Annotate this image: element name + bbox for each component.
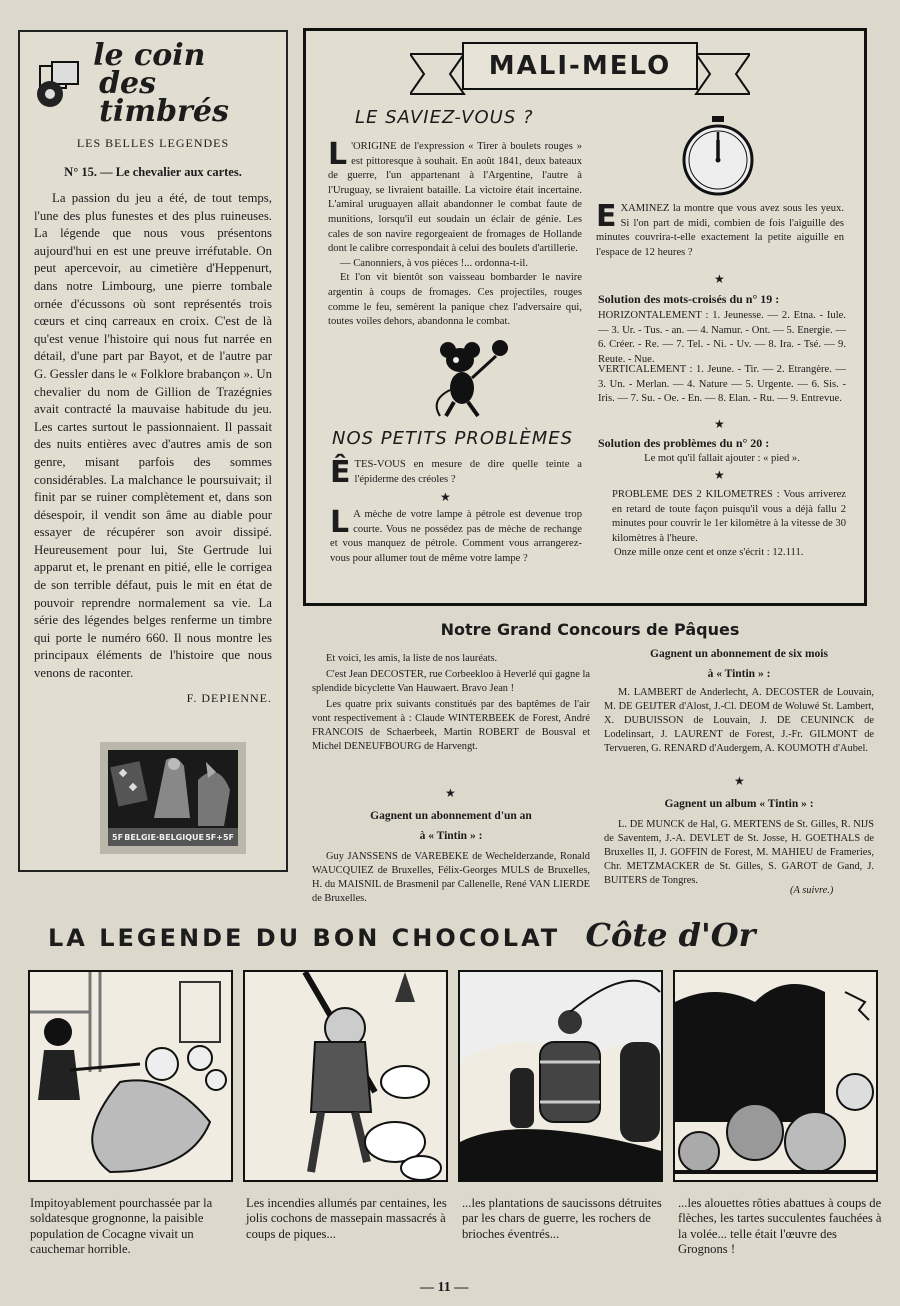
star-divider: ★	[734, 774, 745, 788]
comic-caption-3: ...les plantations de saucissons détruites par les chars de guerre, les rochers de brioches éventrés...	[462, 1196, 662, 1241]
barrel-tank-illustration-icon	[460, 972, 663, 1182]
stamp-value-left: 5F	[112, 832, 124, 842]
six-month-heading-2: à « Tintin » :	[707, 668, 771, 680]
stamp-subtitle: LES BELLES LEGENDES	[76, 136, 230, 150]
probleme-2-text: A mèche de votre lampe à pétrole est devenue trop courte. Vous ne possédez pas de mèche de rechange et vous manquez de pétrole. Comment vous arrangerez-vous pour allumer tout de même votre lampe ?	[330, 509, 582, 564]
belgian-stamp-image	[100, 742, 246, 854]
story-author: F. DEPIENNE.	[186, 690, 272, 705]
concours-title: Notre Grand Concours de Pâques	[440, 620, 740, 639]
clock-problem	[596, 199, 844, 260]
six-month-heading-1: Gagnent un abonnement de six mois	[650, 648, 828, 660]
clock-problem-text: XAMINEZ la montre que vous avez sous les yeux. Si l'on part de midi, combien de fois l'aiguille des minutes couvrira-t-elle exactement la petite aiguille en l'espace de 12 heures ?	[596, 203, 844, 258]
number-problem: Onze mille onze cent et onze s'écrit : 12.111.	[614, 547, 804, 558]
one-year-winners: Guy JANSSENS de VAREBEKE de Wechelderzande, Ronald WAUCQUIEZ de Bruxelles, Félix-Georges MULS de Bruxelles, H. du MAISNIL de Brasmenil par Callenelle, René VAN LIERDE de Bruxelles.	[312, 851, 590, 904]
comic-panel-4	[673, 970, 878, 1182]
comic-panel-3	[458, 970, 663, 1182]
comic-panel-2	[243, 970, 448, 1182]
pocket-watch-icon	[678, 114, 758, 196]
mali-melo-banner: MALI-MELO	[462, 42, 698, 90]
probleme-1	[330, 455, 582, 490]
probleme-2	[330, 505, 582, 566]
stamp-title-line2: des timbrés	[99, 66, 229, 129]
saviez-vous-title: LE SAVIEZ-VOUS ?	[355, 107, 534, 128]
story-text: La passion du jeu a été, de tout temps, l'une des plus funestes et des plus ruineuses. La légende que nous vous présentons aujourd'hui en est une preuve irréfutable. On peut apercevoir, au cimetière d'Heppenurt, dans notre Limbourg, une pierre tombale ornée d'écussons où sont représentés trois cœurs et cinq carreaux en croix. C'est de là qu'est venue l'histoire qui nous fut narrée en détail, d'une part par Bayot, et de l'autre par G. Gessler dans le « Folklore brabançon ». Un chevalier du nom de Gillion de Trazégnies avait contracté la mauvaise habitude du jeu. Les cartes surtout le passionnaient. Il passait des nuits entières avec d'autres amis de son genre, misant parfois des sommes considérables. La malchance le poursuivait; il finit par se ruiner complètement et, dans son désespoir, il vendit son âme au diable pour essayer de récupérer son avoir dissipé. Heureusement pour lui, Ste Gertrude lui apparut et, le prenant en pitié, elle le corrigea de son terrible défaut, puis le mit en état de pouvoir reprendre normalement sa vie. La série des légendes belges renferme un timbre qui porte le numéro 660. Il nous montre les principaux éléments de l'histoire que nous venons de raconter.	[34, 191, 272, 681]
comic-caption-1: Impitoyablement pourchassée par la soldatesque grognonne, la paisible population de Cocagne vivait un cauchemar horrible.	[30, 1196, 213, 1257]
saviez-vous-text	[328, 137, 582, 330]
concours-left-column	[312, 652, 590, 754]
clock-dropcap: E	[596, 199, 617, 234]
solution-problems-title: Solution des problèmes du n° 20 :	[598, 436, 770, 450]
stamp-title-line1: le coin	[93, 38, 206, 73]
saviez-paragraph: 'ORIGINE de l'expression « Tirer à boulets rouges » est pittoresque à souhait. En août 1841, deux bateaux de guerre, l'un appartenant à l'Argentine, l'autre à l'Uruguay, se livraient bataille. La victoire était incertaine. L'amiral uruguayen allait abandonner le combat faute de munitions, lorsqu'il eut soudain un éclair de génie. Les cales de son navire regorgeaient de fromages de Hollande dont le calibre correspondait à celui des boulets d'artillerie.	[328, 141, 582, 255]
album-winners: L. DE MUNCK de Hal, G. MERTENS de St. Gilles, R. NIJS de Saventem, J.-A. DEVLET de St. Josse, H. GOETHALS de Bruxelles II, J. GOFFIN de Forest, M. MAHIEU de Frameries, Chr. METZMACKER de St. Gilles, S. GAROT de Gand, J. BUITERS de Tongres.	[604, 819, 874, 886]
star-divider: ★	[714, 272, 725, 286]
crossword-horizontal: HORIZONTALEMENT : 1. Jeunesse. — 2. Etna. - Iule. — 3. Ur. - Tus. - an. — 4. Namur. - Ont. — 5. Energie. — 6. Créer. - Re. — 7. Tel. - Ni. - Uv. — 8. Ira. - Tsé. — 9. Reute. - Nue.	[598, 310, 846, 365]
concours-intro: Et voici, les amis, la liste de nos lauréats.	[326, 653, 498, 664]
soldier-piglets-illustration-icon	[245, 972, 448, 1182]
solution-crossword-title: Solution des mots-croisés du n° 19 :	[598, 292, 780, 306]
concours-four-prizes: Les quatre prix suivants constitués par des baptêmes de l'air vont respectivement à : Claude WINTERBEEK de Forest, André FRANCOIS de Schaerbeek, Martin ROBERT de Bousval et Michel DENEUFBOURG de Harvengt.	[312, 699, 590, 752]
stamp-value-right: 5F+5F	[205, 832, 234, 842]
saviez-dropcap: L	[328, 137, 348, 172]
saviez-paragraph-2: Et l'on vit bientôt son vaisseau bombarder le navire argentin à coups de fromages. Ces projectiles, rouges comme le feu, semèrent la panique chez l'adversaire qui, toutes voiles dehors, abandonna le combat.	[328, 272, 582, 328]
smoke-and-pies-illustration-icon	[675, 972, 878, 1182]
star-divider: ★	[714, 468, 725, 482]
comic-caption-2: Les incendies allumés par centaines, les jolis cochons de massepain massacrés à coups de piques...	[246, 1196, 447, 1241]
chocolate-legend-title	[48, 916, 848, 954]
stamp-country: BELGIE·BELGIQUE	[124, 832, 204, 842]
legend-title-text: LA LEGENDE DU BON CHOCOLAT	[48, 924, 561, 952]
one-year-heading-2: à « Tintin » :	[419, 830, 483, 842]
comic-panel-1	[28, 970, 233, 1182]
concours-winner: C'est Jean DECOSTER, rue Corbeekloo à Heverlé qui gagne la splendide bicyclette Van Hauwaert. Bravo Jean !	[312, 669, 590, 694]
mouse-cartoon-icon	[428, 338, 518, 422]
six-month-winners: M. LAMBERT de Anderlecht, A. DECOSTER de Louvain, M. DE GEIJTER d'Alost, J.-Cl. DEOM de Woluwé St. Lambert, X. DUBUISSON de Louvain, J. DE CEUNINCK de Lodelinsart, J. LAURENT de Forest, J.-Fr. GILMONT de Tervueren, G. RENARD d'Audergem, A. KOUMOTH d'Aubel.	[604, 687, 874, 754]
probleme-1-text: TES-VOUS en mesure de dire quelle teinte a l'épiderme des créoles ?	[354, 459, 582, 485]
cote-dor-brand: Côte d'Or	[585, 916, 756, 954]
star-divider: ★	[445, 786, 456, 800]
stamp-column-header	[34, 38, 272, 129]
probleme-2-dropcap: L	[330, 505, 350, 540]
solution-problems-text: Le mot qu'il fallait ajouter : « pied ».	[644, 453, 800, 464]
album-heading: Gagnent un album « Tintin » :	[664, 798, 814, 810]
crossword-vertical: VERTICALEMENT : 1. Jeune. - Tir. — 2. Etrangère. — 3. Un. - Merlan. — 4. Nature — 5. Urgente. — 6. Sis. - Iris. — 7. Su. - Oe. - En. — 8. Elan. - Ru. — 9. Entrevue.	[598, 364, 846, 405]
a-suivre: (A suivre.)	[790, 885, 834, 896]
probleme-1-dropcap: Ê	[330, 455, 351, 490]
page-number: — 11 —	[420, 1280, 469, 1295]
one-year-heading-1: Gagnent un abonnement d'un an	[370, 810, 532, 822]
story-heading: N° 15. — Le chevalier aux cartes.	[64, 165, 242, 179]
problemes-title: NOS PETITS PROBLÈMES	[332, 428, 574, 449]
star-divider: ★	[440, 490, 451, 504]
stamp-illustration-icon	[108, 750, 238, 828]
kilometres-problem: PROBLEME DES 2 KILOMETRES : Vous arriverez en retard de toute façon puisqu'il vous a déjà fallu 2 minutes pour couvrir le 1er kilomètre à la vitesse de 30 kilomètres à l'heure.	[612, 489, 846, 544]
fleeing-villagers-illustration-icon	[30, 972, 233, 1182]
saviez-quote: — Canonniers, à vos pièces !... ordonna-t-il.	[340, 257, 528, 269]
stamps-logo-icon	[34, 58, 85, 110]
star-divider: ★	[714, 417, 725, 431]
comic-caption-4: ...les alouettes rôties abattues à coups de flèches, les tartes succulentes fauchées à la volée... telle était l'œuvre des Grognons !	[678, 1196, 882, 1257]
